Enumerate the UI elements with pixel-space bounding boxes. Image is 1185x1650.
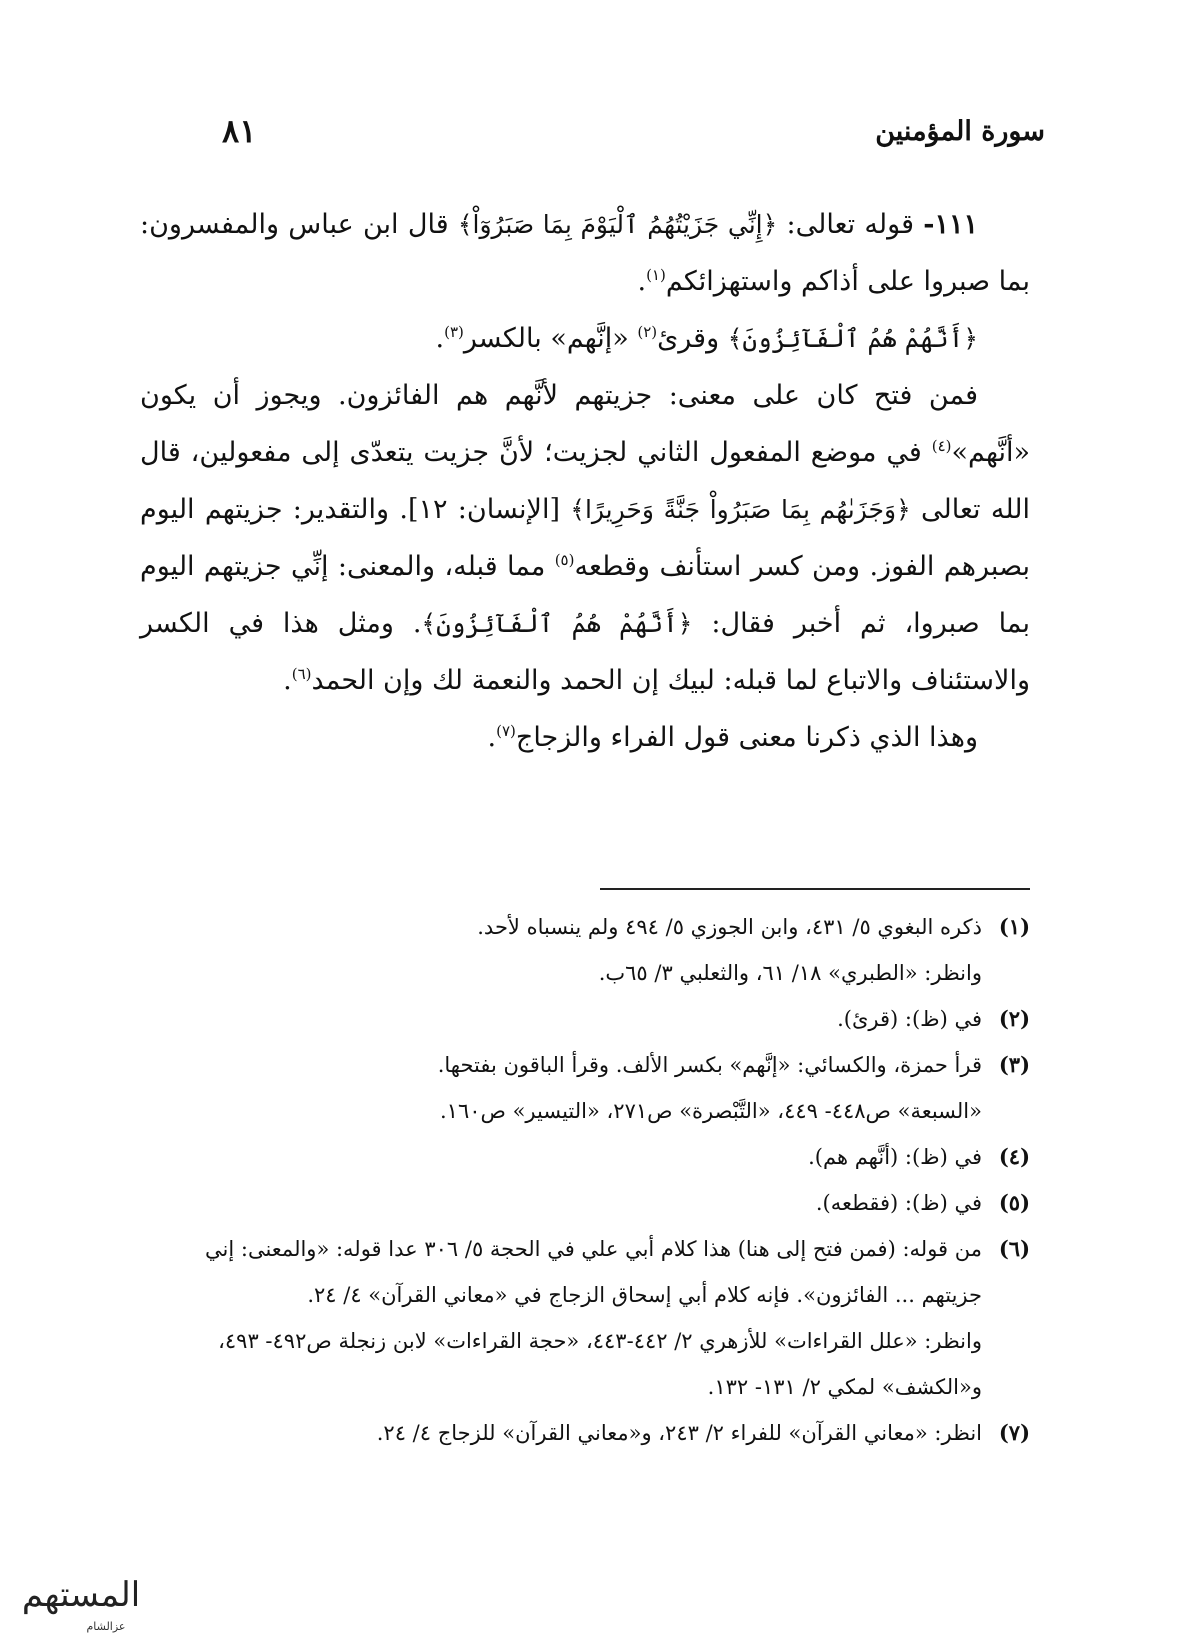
footnote-line: في (ظ): (أنَّهم هم). (808, 1145, 982, 1169)
verse-number: ١١١- (923, 209, 979, 240)
text-run: «إنَّهم» بالكسر (463, 323, 638, 354)
page-number: ٨١ (222, 112, 257, 150)
footnote-separator (600, 888, 1030, 890)
main-text (140, 196, 1030, 766)
text-run: [الإنسان: ١٢]. والتقدير: جزيتهم اليوم بصبرهم الفوز. ومن كسر استأنف وقطعه (140, 494, 1030, 582)
footnote-number: (٧) (998, 1420, 1030, 1445)
footnote-number: (٣) (998, 1052, 1030, 1077)
footnote-number: (١) (998, 914, 1030, 939)
text-run: . (283, 665, 292, 696)
text-run: قال ابن عباس والمفسرون: بما صبروا على أذاكم واستهزائكم (140, 209, 1030, 297)
footnote-number: (٢) (998, 1006, 1030, 1031)
footnote-line: في (ظ): (قرئ). (837, 1007, 982, 1031)
footnote (140, 1134, 1030, 1180)
quran-verse: ﴿إِنِّي جَزَيْتُهُمُ ٱلْيَوْمَ بِمَا صَبَرُوٓاْ﴾ (457, 210, 778, 239)
footnote-line: في (ظ): (فقطعه). (815, 1191, 982, 1215)
logo-mark: المستهم (21, 1575, 141, 1615)
footnote-ref: (٥) (554, 551, 575, 569)
footnote (140, 904, 1030, 996)
paragraph-111 (140, 196, 1030, 310)
text-run: وهذا الذي ذكرنا معنى قول الفراء والزجاج (515, 722, 978, 753)
footnote-line: «السبعة» ص٤٤٨- ٤٤٩، «التَّبْصرة» ص٢٧١، «التيسير» ص١٦٠. (439, 1099, 982, 1123)
footnote-line: وانظر: «علل القراءات» للأزهري ٢/ ٤٤٢-٤٤٣، «حجة القراءات» لابن زنجلة ص٤٩٢- ٤٩٣، و«الكشف» لمكي ٢/ ١٣١- ١٣٢. (218, 1329, 982, 1399)
text-run: . (487, 722, 497, 753)
footnote-ref: (٢) (637, 323, 658, 341)
footnote (140, 996, 1030, 1042)
quran-verse: ﴿أَنَّهُمْ هُمُ ٱلْفَآئِزُونَ﴾ (421, 609, 693, 638)
text-run: . (435, 323, 445, 354)
paragraph-reading (140, 310, 1030, 367)
quran-verse: ﴿أَنَّهُمْ هُمُ ٱلْفَآئِزُونَ﴾ (727, 324, 978, 353)
footnote-ref: (٤) (931, 437, 952, 455)
footnote-number: (٥) (998, 1190, 1030, 1215)
quran-verse: ﴿وَجَزَىٰهُم بِمَا صَبَرُواْ جَنَّةً وَحَرِيرًا﴾ (570, 495, 911, 524)
footnote-line: من قوله: (فمن فتح إلى هنا) هذا كلام أبي علي في الحجة ٥/ ٣٠٦ عدا قوله: «والمعنى: إني جزيتهم ... الفائزون». فإنه كلام أبي إسحاق الزجاج في «معاني القرآن» ٤/ ٢٤. (205, 1237, 982, 1307)
text-run: في موضع المفعول الثاني لجزيت؛ لأنَّ جزيت يتعدّى إلى مفعولين، قال الله تعالى (140, 437, 1030, 525)
footnote (140, 1180, 1030, 1226)
footnote-ref: (٣) (444, 323, 464, 341)
footnote-ref: (١) (646, 266, 666, 284)
paragraph-explanation (140, 367, 1030, 709)
footnote (140, 1042, 1030, 1134)
footnotes (140, 904, 1030, 1456)
footnote (140, 1226, 1030, 1410)
text-run: مما قبله، والمعنى: إنِّي جزيتهم اليوم بما صبروا، ثم أخبر فقال: (140, 551, 1030, 639)
footnote (140, 1410, 1030, 1456)
footnote-number: (٤) (998, 1144, 1030, 1169)
logo-subtext: عزالشام (86, 1620, 126, 1633)
text-run: . (637, 266, 647, 297)
footnote-ref: (٧) (496, 722, 516, 740)
text-run: فمن فتح كان على معنى: جزيتهم لأنَّهم هم الفائزون. ويجوز أن يكون «أنَّهم» (140, 380, 1030, 468)
text-run: وقرئ (657, 323, 728, 354)
footnote-line: ذكره البغوي ٥/ ٤٣١، وابن الجوزي ٥/ ٤٩٤ ولم ينسباه لأحد. (477, 915, 982, 939)
footnote-line: قرأ حمزة، والكسائي: «إنَّهم» بكسر الألف. وقرأ الباقون بفتحها. (437, 1053, 982, 1077)
surah-title: سورة المؤمنين (875, 116, 1045, 147)
footnote-line: انظر: «معاني القرآن» للفراء ٢/ ٢٤٣، و«معاني القرآن» للزجاج ٤/ ٢٤. (376, 1421, 982, 1445)
page-header (140, 112, 1045, 162)
publisher-logo (6, 1558, 156, 1638)
footnote-number: (٦) (998, 1236, 1030, 1261)
footnote-ref: (٦) (291, 665, 312, 683)
paragraph-closing (140, 709, 1030, 766)
text-run: قوله تعالى: (777, 209, 924, 240)
text-run: . ومثل هذا في الكسر والاستئناف والاتباع لما قبله: لبيك إن الحمد والنعمة لك وإن الحمد (140, 608, 1030, 696)
footnote-line: وانظر: «الطبري» ١٨/ ٦١، والثعلبي ٣/ ٦٥ب. (598, 961, 982, 985)
